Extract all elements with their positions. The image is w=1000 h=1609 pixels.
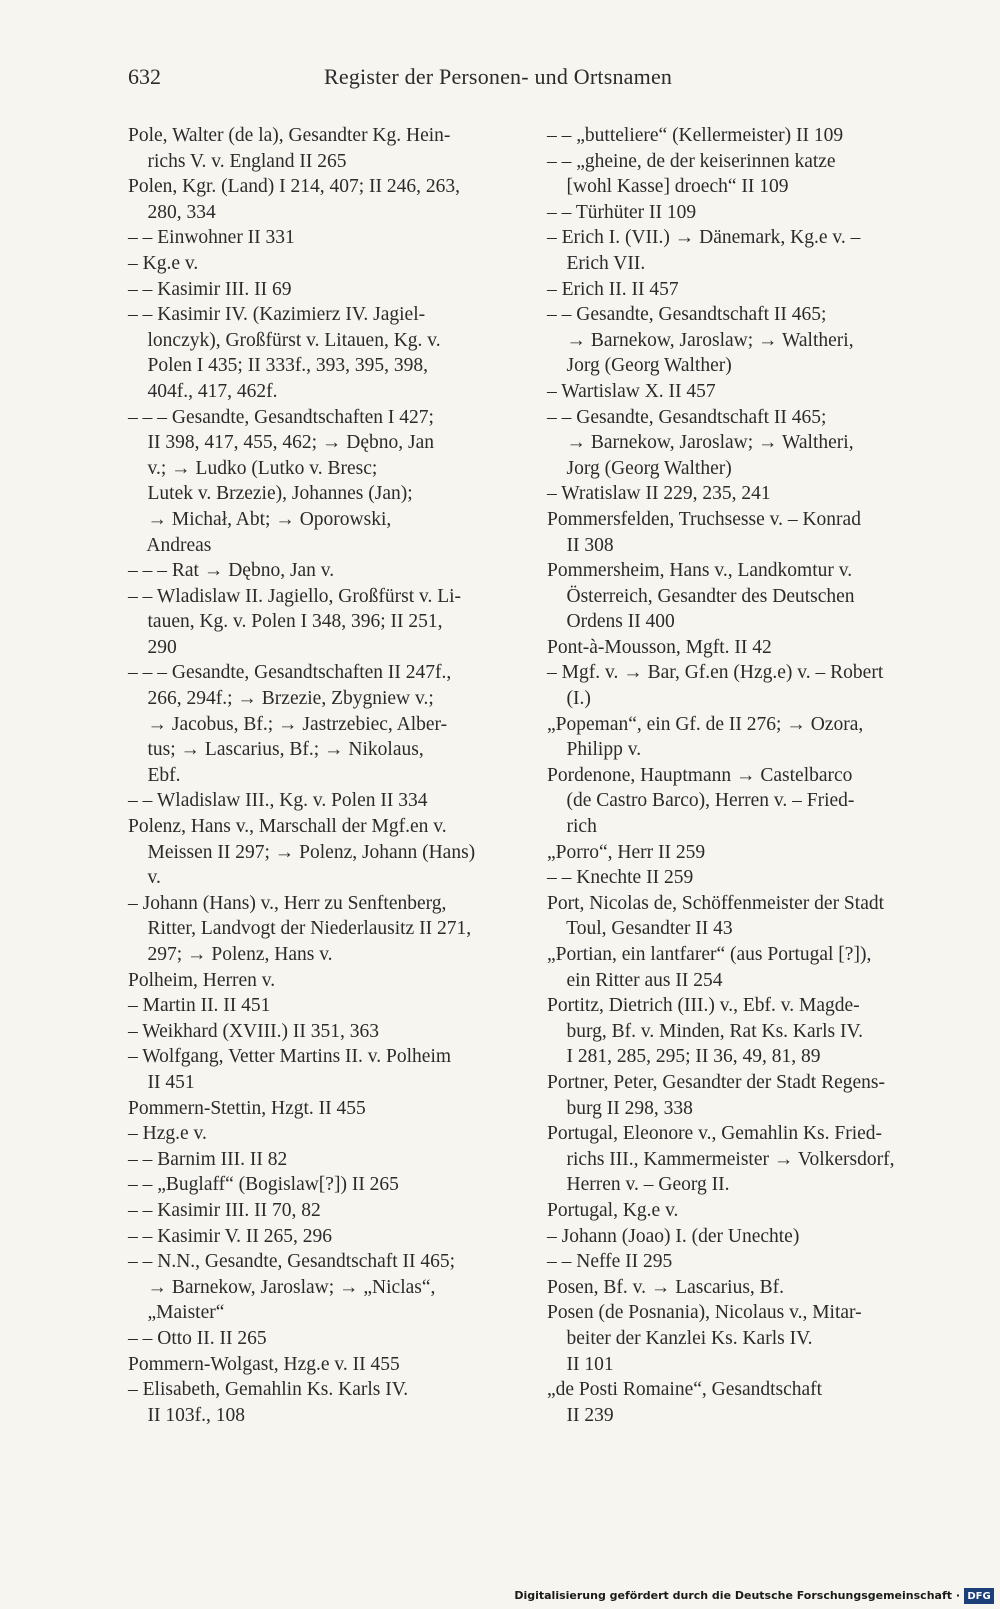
index-line: → Jacobus, Bf.; → Jastrzebiec, Alber- [128, 713, 448, 735]
index-line: – Mgf. v. → Bar, Gf.en (Hzg.e) v. – Robert [547, 662, 884, 684]
index-line: v.; → Ludko (Lutko v. Bresc; [128, 457, 378, 479]
index-line: – Johann (Joao) I. (der Unechte) [547, 1225, 800, 1247]
index-line: tauen, Kg. v. Polen I 348, 396; II 251, [128, 611, 443, 633]
index-line: Herren v. – Georg II. [547, 1174, 730, 1196]
page-title: Register der Personen- und Ortsnamen [324, 64, 673, 89]
index-line: v. [128, 867, 161, 889]
index-line: → Barnekow, Jaroslaw; → „Niclas“, [128, 1276, 436, 1298]
index-line: [wohl Kasse] droech“ II 109 [547, 176, 789, 198]
index-line: – – Kasimir III. II 70, 82 [128, 1199, 321, 1221]
index-line: – Wratislaw II 229, 235, 241 [547, 483, 771, 505]
index-line: Port, Nicolas de, Schöffenmeister der Stadt [547, 892, 885, 914]
index-line: → Barnekow, Jaroslaw; → Waltheri, [547, 329, 854, 351]
index-line: II 239 [547, 1404, 614, 1426]
footer-credit: Digitalisierung gefördert durch die Deutsche Forschungsgemeinschaft · [514, 1589, 960, 1602]
index-line: – – Einwohner II 331 [128, 227, 295, 249]
index-line: „Popeman“, ein Gf. de II 276; → Ozora, [547, 713, 864, 735]
index-line: – – „butteliere“ (Kellermeister) II 109 [547, 125, 844, 146]
index-line: Portitz, Dietrich (III.) v., Ebf. v. Magde- [547, 995, 860, 1017]
index-line: – – Kasimir III. II 69 [128, 278, 292, 300]
index-line: burg II 298, 338 [547, 1097, 693, 1119]
index-line: beiter der Kanzlei Ks. Karls IV. [547, 1327, 813, 1349]
index-line: „Maister“ [128, 1302, 225, 1324]
index-line: Pordenone, Hauptmann → Castelbarco [547, 764, 853, 786]
index-line: Pommern-Wolgast, Hzg.e v. II 455 [128, 1353, 400, 1375]
index-line: Posen, Bf. v. → Lascarius, Bf. [547, 1276, 785, 1298]
index-line: richs V. v. England II 265 [128, 150, 347, 172]
index-line: Jorg (Georg Walther) [547, 457, 732, 479]
index-line: – – Wladislaw II. Jagiello, Großfürst v. Li- [128, 585, 462, 607]
index-line: – Erich II. II 457 [547, 278, 679, 300]
index-line: – – – Gesandte, Gesandtschaften I 427; [128, 406, 434, 428]
index-line: I 281, 285, 295; II 36, 49, 81, 89 [547, 1046, 821, 1068]
index-line: – Weikhard (XVIII.) II 351, 363 [128, 1020, 379, 1042]
index-line: – – Neffe II 295 [547, 1251, 673, 1273]
index-line: Pommern-Stettin, Hzgt. II 455 [128, 1097, 366, 1119]
index-line: ein Ritter aus II 254 [547, 969, 723, 991]
index-line: – – – Gesandte, Gesandtschaften II 247f., [128, 662, 452, 684]
index-line: 297; → Polenz, Hans v. [128, 944, 333, 965]
index-line: – – „Buglaff“ (Bogislaw[?]) II 265 [128, 1174, 399, 1196]
index-column-right [547, 123, 932, 1428]
index-line: Pommersheim, Hans v., Landkomtur v. [547, 560, 853, 582]
index-line: – Elisabeth, Gemahlin Ks. Karls IV. [128, 1379, 409, 1401]
index-column-left [128, 123, 513, 1428]
index-line: – – Gesandte, Gesandtschaft II 465; [547, 406, 827, 428]
index-line: Erich VII. [547, 252, 646, 274]
index-line: II 101 [547, 1353, 614, 1375]
index-line: Portugal, Kg.e v. [547, 1199, 679, 1221]
index-line: „Porro“, Herr II 259 [547, 841, 706, 863]
page-number: 632 [128, 64, 161, 89]
index-line: (I.) [547, 688, 591, 710]
index-line: „Portian, ein lantfarer“ (aus Portugal [?]), [547, 944, 872, 965]
dfg-logo: DFG [964, 1588, 994, 1604]
index-line: – Kg.e v. [128, 252, 199, 274]
index-line: Ordens II 400 [547, 611, 675, 633]
index-line: II 308 [547, 534, 614, 556]
index-line: lonczyk), Großfürst v. Litauen, Kg. v. [128, 329, 441, 351]
index-line: Ebf. [128, 764, 181, 786]
index-line: Ritter, Landvogt der Niederlausitz II 271, [128, 918, 472, 940]
index-line: Polen I 435; II 333f., 393, 395, 398, [128, 355, 429, 377]
index-line: – – Barnim III. II 82 [128, 1148, 288, 1170]
index-line: Portugal, Eleonore v., Gemahlin Ks. Fried- [547, 1123, 883, 1145]
index-line: (de Castro Barco), Herren v. – Fried- [547, 790, 855, 812]
index-line: – Martin II. II 451 [128, 995, 271, 1017]
index-line: tus; → Lascarius, Bf.; → Nikolaus, [128, 739, 424, 761]
index-line: 404f., 417, 462f. [128, 380, 278, 402]
index-line: → Barnekow, Jaroslaw; → Waltheri, [547, 432, 854, 454]
index-line: Andreas [128, 534, 212, 556]
index-line: II 398, 417, 455, 462; → Dębno, Jan [128, 432, 435, 454]
index-line: – – Otto II. II 265 [128, 1327, 267, 1349]
index-line: II 451 [128, 1071, 195, 1093]
index-line: Pont-à-Mousson, Mgft. II 42 [547, 636, 772, 658]
index-line: – – Wladislaw III., Kg. v. Polen II 334 [128, 790, 428, 812]
index-line: 280, 334 [128, 201, 216, 223]
index-line: – – Gesandte, Gesandtschaft II 465; [547, 304, 827, 326]
index-line: 266, 294f.; → Brzezie, Zbygniew v.; [128, 688, 434, 710]
index-line: – – Türhüter II 109 [547, 201, 697, 223]
index-line: Österreich, Gesandter des Deutschen [547, 585, 855, 607]
index-line: „de Posti Romaine“, Gesandtschaft [547, 1379, 823, 1401]
index-line: Polheim, Herren v. [128, 969, 276, 991]
index-line: → Michał, Abt; → Oporowski, [128, 508, 392, 530]
index-line: II 103f., 108 [128, 1404, 245, 1426]
index-line: richs III., Kammermeister → Volkersdorf, [547, 1148, 895, 1170]
index-line: Pole, Walter (de la), Gesandter Kg. Hein- [128, 125, 451, 146]
index-line: Portner, Peter, Gesandter der Stadt Regens- [547, 1071, 885, 1093]
index-line: Polenz, Hans v., Marschall der Mgf.en v. [128, 816, 447, 838]
index-line: Toul, Gesandter II 43 [547, 918, 733, 940]
footer [0, 1586, 1000, 1609]
index-line: Lutek v. Brzezie), Johannes (Jan); [128, 483, 413, 505]
index-line: – Johann (Hans) v., Herr zu Senftenberg, [128, 892, 447, 914]
index-line: 290 [128, 636, 177, 658]
index-line: – Erich I. (VII.) → Dänemark, Kg.e v. – [547, 227, 861, 249]
index-line: burg, Bf. v. Minden, Rat Ks. Karls IV. [547, 1020, 863, 1042]
index-line: Polen, Kgr. (Land) I 214, 407; II 246, 263, [128, 176, 460, 198]
index-line: Posen (de Posnania), Nicolaus v., Mitar- [547, 1302, 862, 1324]
index-line: – – – Rat → Dębno, Jan v. [128, 560, 335, 582]
index-line: – – Kasimir IV. (Kazimierz IV. Jagiel- [128, 304, 426, 326]
index-line: – – „gheine, de der keiserinnen katze [547, 150, 836, 172]
index-line: – – N.N., Gesandte, Gesandtschaft II 465; [128, 1251, 456, 1273]
index-line: rich [547, 816, 597, 838]
index-line: – Hzg.e v. [128, 1123, 207, 1145]
index-line: – – Kasimir V. II 265, 296 [128, 1225, 333, 1247]
index-line: Philipp v. [547, 739, 642, 761]
index-line: Pommersfelden, Truchsesse v. – Konrad [547, 508, 861, 530]
index-line: Jorg (Georg Walther) [547, 355, 732, 377]
index-line: – – Knechte II 259 [547, 867, 694, 889]
index-line: – Wartislaw X. II 457 [547, 380, 716, 402]
index-line: Meissen II 297; → Polenz, Johann (Hans) [128, 841, 476, 863]
index-line: – Wolfgang, Vetter Martins II. v. Polheim [128, 1046, 452, 1068]
